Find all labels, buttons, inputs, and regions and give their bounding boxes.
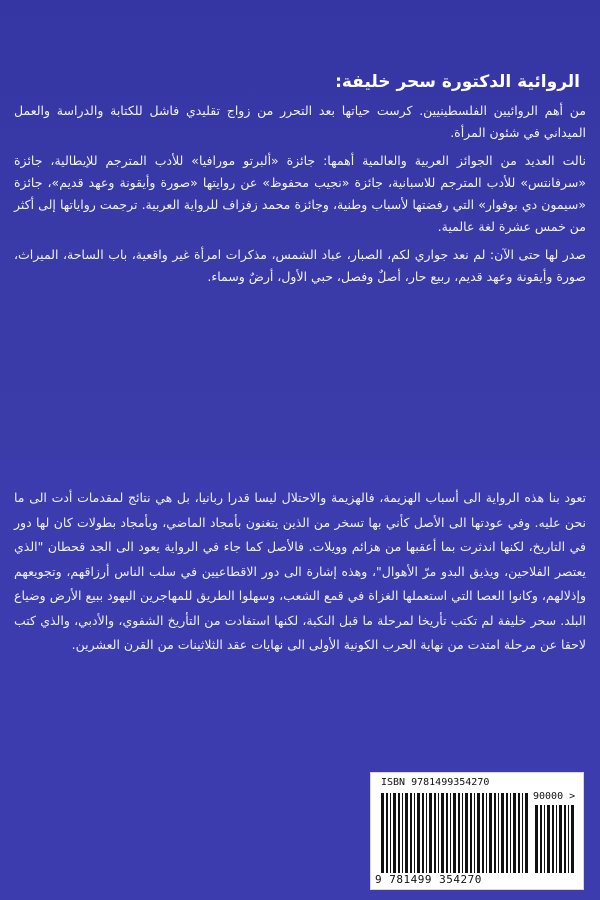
summary-paragraph: تعود بنا هذه الرواية الى أسباب الهزيمة، فالهزيمة والاحتلال ليسا قدرا ربانيا، بل هي نتائج لمقدمات أدت الى ما نحن عليه. وفي عودتها الى الأصل كأني بها تسخر من الذين يتغنون بأمجاد الماضي، وبأمجاد بطولات كان لها دور في التاريخ، لكنها اندثرت بما أعقبها من هزائم وويلات. فالأصل كما جاء في الرواية يعود الى الجد قحطان "الذي يعتصر الفلاحين، ويذيق البدو مرّ الأهوال"، وهذه إشارة الى دور الاقطاعيين في سلب الناس أرزاقهم، وتجويعهم وإذلالهم، وكانوا العصا التي استعملها الغزاة في قمع الشعب، وسهلوا الطريق للمهاجرين اليهود ببيع الأرض وضياع البلد. سحر خليفة لم تكتب تأريخا لمرحلة ما قبل النكبة، لكنها استفادت من التأريخ الشفوي، والأدبي، والذي كتب لاحقا عن مرحلة امتدت من نهاية الحرب الكونية الأولى الى نهايات عقد الثلاثينات من القرن العشرين. [14,490,586,652]
bio-paragraph-works: صدر لها حتى الآن: لم نعد جواري لكم، الصبار، عباد الشمس، مذكرات امرأة غير واقعية، باب الساحة، الميراث، صورة وأيقونة وعهد قديم، ربيع حار، أصلٌ وفصل، حبي الأول، أرضٌ وسماء. [14,247,586,284]
barcode-bars-icon [381,793,529,873]
barcode-digits: 9 781499 354270 [375,873,482,886]
author-bio [14,72,586,294]
author-bio-title: الروائية الدكتورة سحر خليفة: [335,72,580,92]
bio-paragraph-awards: نالت العديد من الجوائز العربية والعالمية أهمها: جائزة «ألبرتو مورافيا» للأدب المترجم للإيطالية، جائزة «سرفانتس» للأدب المترجم للاسبانية، جائزة «نجيب محفوظ» عن روايتها «صورة وأيقونة وعهد قديم»، جائزة «سيمون دي بوفوار» التي رفضتها لأسباب وطنية، وجائزة محمد زفزاف للرواية العربية. ترجمت رواياتها إلى أكثر من خمس عشرة لغة عالمية. [14,153,586,234]
addon-barcode-bars-icon [535,805,577,873]
bio-paragraph-intro: من أهم الروائيين الفلسطينيين. كرست حياتها بعد التحرر من زواج تقليدي فاشل للكتابة والدراسة والعمل الميداني في شئون المرأة. [14,103,586,140]
isbn-barcode [370,772,584,890]
book-summary [14,486,586,658]
price-addon-label: 90000 > [533,791,576,802]
isbn-label: ISBN 9781499354270 [381,777,490,788]
